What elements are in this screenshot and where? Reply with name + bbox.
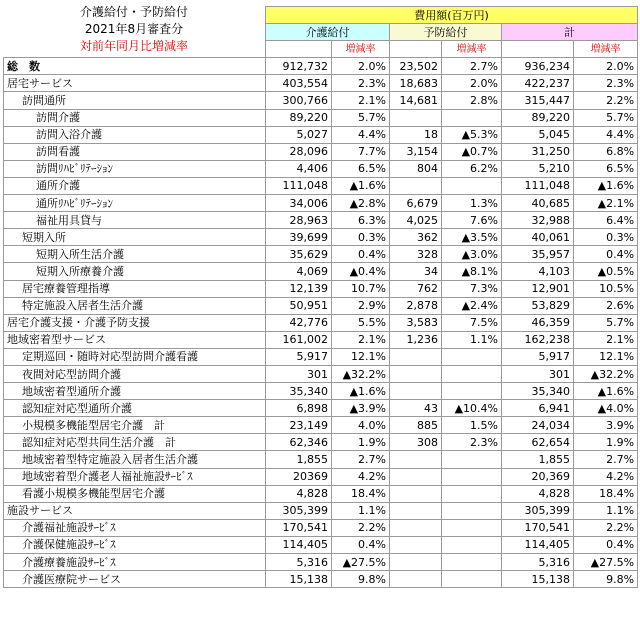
yobo-amount [390,519,442,536]
kaigo-amount: 912,732 [266,58,332,75]
row-label: 訪問看護 [4,143,266,160]
total-amount: 5,917 [502,348,574,365]
kaigo-amount: 50,951 [266,297,332,314]
kaigo-rate: 5.5% [332,314,390,331]
total-rate: 10.5% [574,280,638,297]
yobo-amount [390,383,442,400]
row-label: 夜間対応型訪問介護 [4,365,266,382]
total-amount: 422,237 [502,75,574,92]
kaigo-amount: 28,963 [266,212,332,229]
kaigo-amount: 35,340 [266,383,332,400]
table-row [4,400,638,417]
total-amount: 5,045 [502,126,574,143]
total-amount: 5,210 [502,160,574,177]
total-amount: 12,901 [502,280,574,297]
yobo-amount: 3,154 [390,143,442,160]
yobo-amount: 34 [390,263,442,280]
total-rate: ▲32.2% [574,365,638,382]
yobo-amount: 43 [390,400,442,417]
table-row [4,92,638,109]
table-row [4,451,638,468]
total-amount: 35,340 [502,383,574,400]
table-row [4,314,638,331]
table-row [4,263,638,280]
total-rate: 4.4% [574,126,638,143]
row-label: 施設サービス [4,502,266,519]
kaigo-rate: 4.2% [332,468,390,485]
total-rate: 6.4% [574,212,638,229]
table-row [4,383,638,400]
kaigo-rate: 4.4% [332,126,390,143]
benefit-cost-table [3,6,638,588]
yobo-rate: 1.3% [442,195,502,212]
col-header-yobo: 予防給付 [390,24,502,41]
total-amount: 40,061 [502,229,574,246]
header-row-rates [4,41,638,58]
yobo-amount: 18 [390,126,442,143]
col-header-total: 計 [502,24,638,41]
table-row [4,468,638,485]
kaigo-rate: 1.1% [332,502,390,519]
total-rate: ▲4.0% [574,400,638,417]
kaigo-amount: 42,776 [266,314,332,331]
kaigo-rate: 2.1% [332,92,390,109]
total-rate: 5.7% [574,109,638,126]
kaigo-amount: 1,855 [266,451,332,468]
total-rate: 5.7% [574,314,638,331]
yobo-rate [442,451,502,468]
row-label: 短期入所生活介護 [4,246,266,263]
kaigo-amount: 300,766 [266,92,332,109]
yobo-amount [390,502,442,519]
row-label: 認知症対応型共同生活介護 計 [4,434,266,451]
kaigo-amount: 6,898 [266,400,332,417]
row-label: 定期巡回・随時対応型訪問介護看護 [4,348,266,365]
yobo-rate [442,502,502,519]
table-row [4,280,638,297]
yobo-amount: 2,878 [390,297,442,314]
kaigo-rate: ▲3.9% [332,400,390,417]
total-amount: 162,238 [502,331,574,348]
kaigo-rate: ▲0.4% [332,263,390,280]
total-amount: 1,855 [502,451,574,468]
yobo-rate [442,571,502,588]
total-amount: 6,941 [502,400,574,417]
table-row [4,502,638,519]
yobo-rate: 1.5% [442,417,502,434]
total-rate: 2.2% [574,92,638,109]
yobo-amount [390,485,442,502]
kaigo-rate: 1.9% [332,434,390,451]
yobo-amount [390,177,442,194]
total-amount: 936,234 [502,58,574,75]
kaigo-rate: ▲1.6% [332,383,390,400]
kaigo-rate: 9.8% [332,571,390,588]
total-amount: 114,405 [502,536,574,553]
total-amount: 15,138 [502,571,574,588]
yobo-rate [442,468,502,485]
total-rate: ▲2.1% [574,195,638,212]
kaigo-rate: 2.9% [332,297,390,314]
row-label: 地域密着型介護老人福祉施設ｻｰﾋﾞｽ [4,468,266,485]
row-label: 居宅療養管理指導 [4,280,266,297]
total-amount: 20,369 [502,468,574,485]
yobo-rate: 1.1% [442,331,502,348]
table-row [4,229,638,246]
row-label: 介護医療院サービス [4,571,266,588]
yobo-rate: ▲8.1% [442,263,502,280]
total-rate: 6.5% [574,160,638,177]
unit-header: 費用額(百万円) [266,7,638,24]
kaigo-amount: 15,138 [266,571,332,588]
row-label: 介護療養施設ｻｰﾋﾞｽ [4,554,266,571]
table-row [4,58,638,75]
total-amount: 301 [502,365,574,382]
col-header-kaigo: 介護給付 [266,24,390,41]
kaigo-amount: 39,699 [266,229,332,246]
row-label: 訪問入浴介護 [4,126,266,143]
total-amount: 24,034 [502,417,574,434]
yobo-rate: ▲0.7% [442,143,502,160]
row-label: 通所ﾘﾊﾋﾞﾘﾃｰｼｮﾝ [4,195,266,212]
yobo-rate: 2.3% [442,434,502,451]
total-rate: 0.4% [574,536,638,553]
table-row [4,331,638,348]
kaigo-amount: 111,048 [266,177,332,194]
table-row [4,536,638,553]
total-rate: 9.8% [574,571,638,588]
row-label: 通所介護 [4,177,266,194]
table-row [4,143,638,160]
total-amount: 4,103 [502,263,574,280]
yobo-amount [390,451,442,468]
kaigo-amount: 403,554 [266,75,332,92]
table-row [4,126,638,143]
yobo-rate: 7.6% [442,212,502,229]
total-rate: 6.8% [574,143,638,160]
yobo-amount: 6,679 [390,195,442,212]
kaigo-amount: 34,006 [266,195,332,212]
total-amount: 89,220 [502,109,574,126]
total-rate: 1.1% [574,502,638,519]
kaigo-rate: 18.4% [332,485,390,502]
total-amount: 46,359 [502,314,574,331]
yobo-rate [442,519,502,536]
yobo-rate [442,554,502,571]
kaigo-rate: 12.1% [332,348,390,365]
yobo-amount: 14,681 [390,92,442,109]
row-label: 短期入所療養介護 [4,263,266,280]
row-label: 居宅サービス [4,75,266,92]
total-amount: 5,316 [502,554,574,571]
row-label: 短期入所 [4,229,266,246]
kaigo-rate: ▲32.2% [332,365,390,382]
row-label: 地域密着型サービス [4,331,266,348]
row-label: 訪問通所 [4,92,266,109]
kaigo-amount: 5,316 [266,554,332,571]
kaigo-rate: ▲2.8% [332,195,390,212]
caption-comparison: 対前年同月比増減率 [79,39,188,53]
kaigo-amount: 35,629 [266,246,332,263]
yobo-rate [442,383,502,400]
total-rate: 18.4% [574,485,638,502]
kaigo-amount: 12,139 [266,280,332,297]
kaigo-amount: 170,541 [266,519,332,536]
total-amount: 111,048 [502,177,574,194]
kaigo-amount: 4,406 [266,160,332,177]
total-rate: 2.3% [574,75,638,92]
total-rate: 2.0% [574,58,638,75]
total-rate: ▲0.5% [574,263,638,280]
header-row-unit [4,7,638,24]
yobo-amount [390,571,442,588]
yobo-rate [442,365,502,382]
kaigo-rate: ▲27.5% [332,554,390,571]
kaigo-amount: 161,002 [266,331,332,348]
yobo-amount: 885 [390,417,442,434]
kaigo-amount: 23,149 [266,417,332,434]
yobo-rate [442,485,502,502]
total-rate: 2.2% [574,519,638,536]
table-row [4,485,638,502]
table-row [4,297,638,314]
table-row [4,519,638,536]
kaigo-rate: 10.7% [332,280,390,297]
total-rate: ▲1.6% [574,177,638,194]
kaigo-amount: 5,917 [266,348,332,365]
caption-period: 2021年8月審査分 [84,22,184,36]
total-rate: ▲27.5% [574,554,638,571]
yobo-amount: 804 [390,160,442,177]
kaigo-rate: 2.3% [332,75,390,92]
kaigo-rate: 0.4% [332,246,390,263]
table-row [4,434,638,451]
yobo-amount: 3,583 [390,314,442,331]
kaigo-rate: 2.1% [332,331,390,348]
yobo-rate [442,536,502,553]
kaigo-amount: 89,220 [266,109,332,126]
kaigo-amount: 305,399 [266,502,332,519]
kaigo-amount: 4,069 [266,263,332,280]
total-amount: 4,828 [502,485,574,502]
total-rate: 2.6% [574,297,638,314]
total-amount: 32,988 [502,212,574,229]
yobo-amount: 308 [390,434,442,451]
yobo-amount [390,348,442,365]
row-label: 介護福祉施設ｻｰﾋﾞｽ [4,519,266,536]
rate-header-yobo: 増減率 [442,41,502,58]
row-label: 総 数 [4,58,266,75]
row-label: 認知症対応型通所介護 [4,400,266,417]
rate-header-total: 増減率 [574,41,638,58]
yobo-rate: 6.2% [442,160,502,177]
table-row [4,75,638,92]
yobo-amount: 18,683 [390,75,442,92]
kaigo-rate: 7.7% [332,143,390,160]
kaigo-rate: 0.4% [332,536,390,553]
kaigo-amount: 5,027 [266,126,332,143]
total-rate: 1.9% [574,434,638,451]
kaigo-rate: 0.3% [332,229,390,246]
yobo-rate: 2.7% [442,58,502,75]
row-label: 小規模多機能型居宅介護 計 [4,417,266,434]
yobo-amount [390,468,442,485]
rate-header-kaigo: 増減率 [332,41,390,58]
header-row-columns [4,24,638,41]
table-row [4,160,638,177]
table-row [4,109,638,126]
kaigo-rate: ▲1.6% [332,177,390,194]
yobo-amount: 362 [390,229,442,246]
yobo-rate: 7.3% [442,280,502,297]
total-amount: 35,957 [502,246,574,263]
yobo-rate [442,177,502,194]
yobo-amount: 328 [390,246,442,263]
row-label: 看護小規模多機能型居宅介護 [4,485,266,502]
total-rate: ▲1.6% [574,383,638,400]
total-rate: 12.1% [574,348,638,365]
kaigo-rate: 4.0% [332,417,390,434]
yobo-amount: 1,236 [390,331,442,348]
yobo-rate [442,109,502,126]
yobo-rate: ▲10.4% [442,400,502,417]
yobo-amount: 23,502 [390,58,442,75]
total-rate: 0.3% [574,229,638,246]
yobo-rate: ▲3.0% [442,246,502,263]
yobo-rate: ▲3.5% [442,229,502,246]
kaigo-rate: 2.7% [332,451,390,468]
row-label: 介護保健施設ｻｰﾋﾞｽ [4,536,266,553]
table-row [4,348,638,365]
yobo-rate: 2.0% [442,75,502,92]
kaigo-rate: 6.5% [332,160,390,177]
total-amount: 305,399 [502,502,574,519]
kaigo-amount: 20369 [266,468,332,485]
kaigo-amount: 28,096 [266,143,332,160]
row-label: 訪問ﾘﾊﾋﾞﾘﾃｰｼｮﾝ [4,160,266,177]
total-amount: 170,541 [502,519,574,536]
total-rate: 0.4% [574,246,638,263]
kaigo-rate: 2.2% [332,519,390,536]
total-amount: 62,654 [502,434,574,451]
table-row [4,195,638,212]
yobo-amount: 4,025 [390,212,442,229]
yobo-amount: 762 [390,280,442,297]
kaigo-amount: 301 [266,365,332,382]
total-amount: 31,250 [502,143,574,160]
kaigo-rate: 2.0% [332,58,390,75]
row-label: 地域密着型特定施設入居者生活介護 [4,451,266,468]
total-amount: 53,829 [502,297,574,314]
total-rate: 2.1% [574,331,638,348]
yobo-amount [390,554,442,571]
row-label: 居宅介護支援・介護予防支援 [4,314,266,331]
row-label: 訪問介護 [4,109,266,126]
yobo-amount [390,109,442,126]
kaigo-rate: 6.3% [332,212,390,229]
total-amount: 315,447 [502,92,574,109]
total-rate: 2.7% [574,451,638,468]
total-amount: 40,685 [502,195,574,212]
caption-title: 介護給付・予防給付 [79,5,188,19]
yobo-rate [442,348,502,365]
yobo-rate: ▲5.3% [442,126,502,143]
yobo-rate: 7.5% [442,314,502,331]
row-label: 地域密着型通所介護 [4,383,266,400]
table-row [4,246,638,263]
table-row [4,365,638,382]
yobo-amount [390,536,442,553]
kaigo-amount: 114,405 [266,536,332,553]
yobo-rate: ▲2.4% [442,297,502,314]
yobo-amount [390,365,442,382]
table-row [4,554,638,571]
row-label: 特定施設入居者生活介護 [4,297,266,314]
kaigo-amount: 62,346 [266,434,332,451]
total-rate: 3.9% [574,417,638,434]
yobo-rate: 2.8% [442,92,502,109]
kaigo-rate: 5.7% [332,109,390,126]
kaigo-amount: 4,828 [266,485,332,502]
row-label: 福祉用具貸与 [4,212,266,229]
total-rate: 4.2% [574,468,638,485]
table-row [4,571,638,588]
table-row [4,417,638,434]
table-row [4,212,638,229]
table-row [4,177,638,194]
